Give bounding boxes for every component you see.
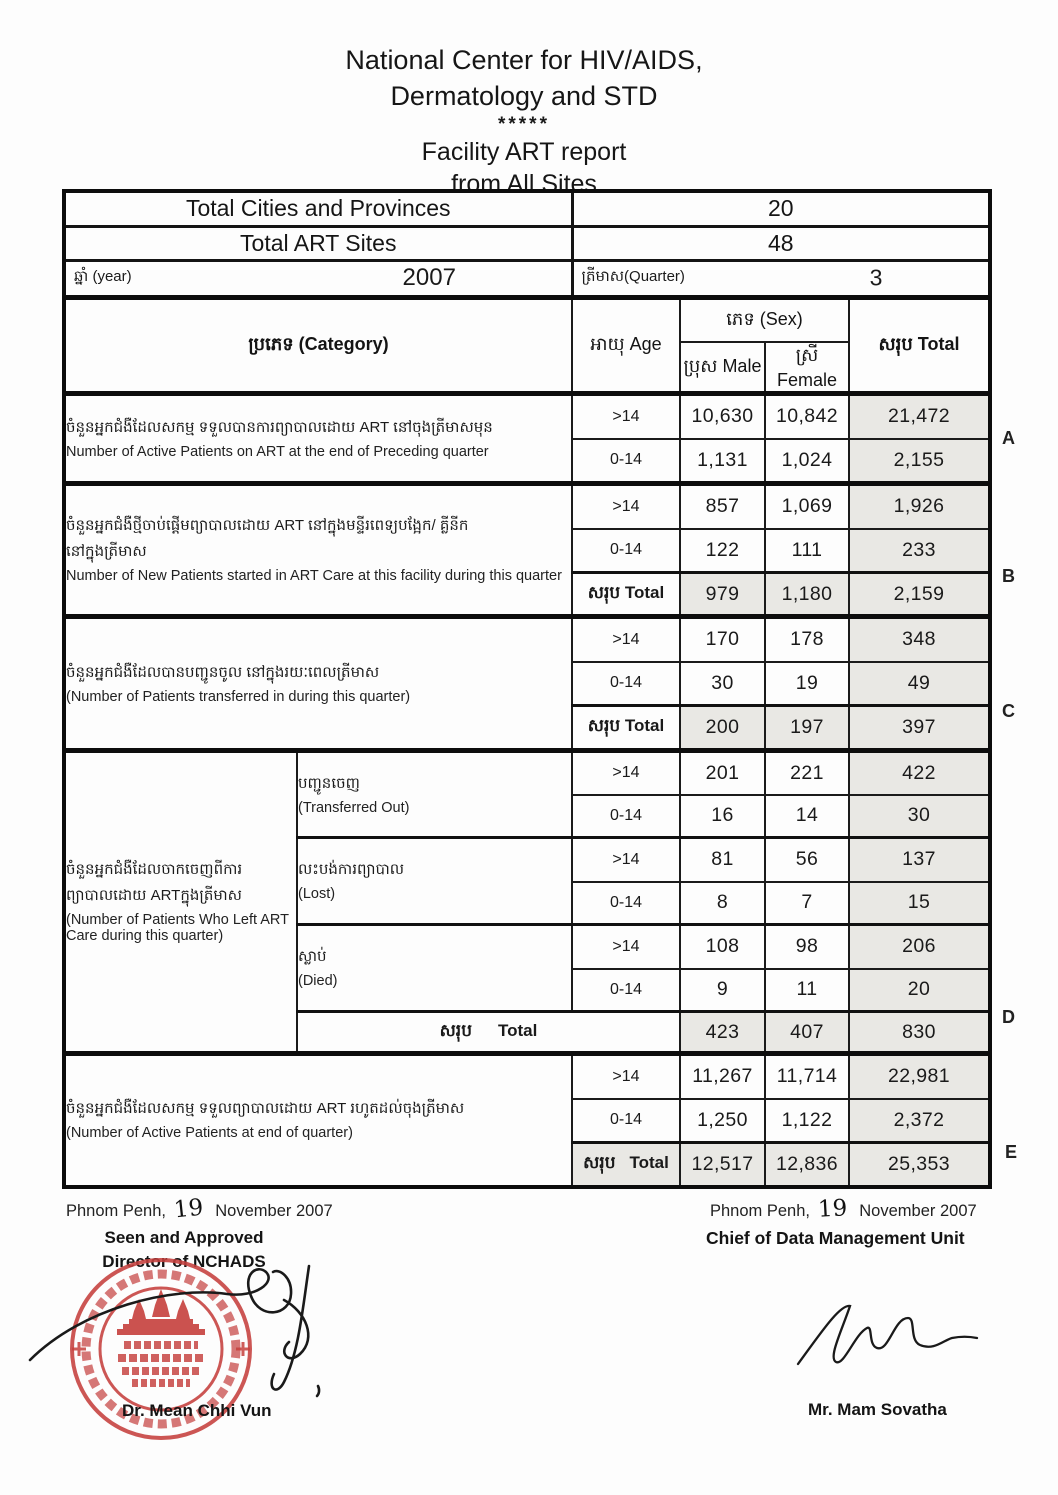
year-value: 2007 (402, 264, 456, 292)
table-row (64, 260, 990, 297)
age-cell: 0-14 (572, 969, 680, 1012)
male-value-cell: 11,267 (680, 1054, 765, 1099)
director-signature (22, 1258, 332, 1408)
approval-line1: Seen and Approved (104, 1228, 264, 1247)
table-row (64, 617, 990, 662)
age-cell: 0-14 (572, 439, 680, 484)
female-value-cell: 11,714 (765, 1054, 849, 1099)
female-value-cell: 10,842 (765, 394, 849, 439)
category-khmer: ព្យាបាលដោយ ARTក្នុងត្រីមាស (66, 887, 242, 904)
total-value-cell: 2,155 (849, 439, 990, 484)
table-row (64, 226, 990, 260)
category-khmer: ចំនួនអ្នកជំងឺថ្មីចាប់ផ្តើមព្យាបាលដោយ ART នៅក្នុងមន្ទីរពេទ្យបង្អែក/ គ្លីនីក (66, 517, 469, 534)
age-cell: >14 (572, 394, 680, 439)
age-cell: >14 (572, 925, 680, 969)
handwritten-day: 19 (172, 1194, 205, 1224)
male-value-cell: 1,131 (680, 439, 765, 484)
quarter-value: 3 (869, 264, 883, 291)
director-name: Dr. Mean Chhi Vun (122, 1401, 272, 1420)
header-sex: ភេទ (Sex) (680, 298, 849, 342)
category-cell-a (64, 394, 572, 484)
total-value-cell: 206 (849, 925, 990, 969)
org-name-line1: National Center for HIV/AIDS, (345, 45, 703, 75)
category-cell-e (64, 1054, 572, 1187)
date-line-left (66, 1196, 333, 1222)
table-row (64, 751, 990, 795)
total-label-cell: សរុប Total (572, 573, 680, 617)
art-report-table (62, 296, 992, 1189)
date-line-right (710, 1196, 977, 1222)
female-value-cell: 111 (765, 529, 849, 573)
total-value-cell: 1,926 (849, 484, 990, 529)
male-value-cell: 16 (680, 795, 765, 838)
female-value-cell: 221 (765, 751, 849, 795)
quarter-cell (572, 260, 990, 297)
male-total-cell: 12,517 (680, 1143, 765, 1187)
male-total-cell: 979 (680, 573, 765, 617)
chief-role-title: Chief of Data Management Unit (706, 1228, 965, 1248)
year-label: ឆ្នាំ (year) (74, 268, 132, 286)
age-cell: 0-14 (572, 662, 680, 706)
male-value-cell: 108 (680, 925, 765, 969)
table-header-row (64, 298, 990, 342)
female-total-cell: 197 (765, 706, 849, 751)
female-value-cell: 178 (765, 617, 849, 662)
summary-table (62, 189, 992, 299)
female-value-cell: 1,122 (765, 1099, 849, 1143)
table-row (64, 394, 990, 439)
date-label: November 2007 (215, 1202, 333, 1220)
chief-signature (792, 1292, 982, 1377)
female-value-cell: 11 (765, 969, 849, 1012)
age-cell: 0-14 (572, 795, 680, 838)
subcategory-died (297, 925, 572, 1012)
male-total-cell: 423 (680, 1012, 765, 1054)
total-value-cell: 348 (849, 617, 990, 662)
female-value-cell: 98 (765, 925, 849, 969)
male-value-cell: 122 (680, 529, 765, 573)
total-cities-label: Total Cities and Provinces (64, 191, 572, 226)
quarter-label: ត្រីមាស(Quarter) (581, 268, 685, 286)
header-age: អាយុ Age (572, 298, 680, 394)
category-khmer: នៅក្នុងត្រីមាស (66, 543, 147, 560)
male-value-cell: 10,630 (680, 394, 765, 439)
subcategory-english: (Died) (298, 973, 338, 989)
total-art-sites-label: Total ART Sites (64, 226, 572, 260)
table-row (64, 484, 990, 529)
grand-total-cell: 2,159 (849, 573, 990, 617)
total-label-cell: សរុប Total (297, 1012, 680, 1054)
male-value-cell: 170 (680, 617, 765, 662)
category-english: (Number of Patients Who Left ART Care during this quarter) (66, 912, 289, 944)
female-value-cell: 1,024 (765, 439, 849, 484)
report-scope: from All Sites (451, 170, 597, 198)
age-cell: 0-14 (572, 1099, 680, 1143)
total-value-cell: 233 (849, 529, 990, 573)
header-total: សរុប Total (849, 298, 990, 394)
place-label: Phnom Penh, (66, 1202, 166, 1220)
category-english: (Number of Patients transferred in during this quarter) (66, 688, 411, 705)
total-value-cell: 30 (849, 795, 990, 838)
date-label: November 2007 (859, 1202, 977, 1220)
total-label-cell: សរុប Total (572, 706, 680, 751)
subcategory-transferred-out (297, 751, 572, 838)
male-value-cell: 857 (680, 484, 765, 529)
total-cities-value: 20 (572, 191, 990, 226)
block-marker-e: E (1005, 1142, 1018, 1162)
age-cell: >14 (572, 751, 680, 795)
table-row (64, 1054, 990, 1099)
chief-name: Mr. Mam Sovatha (808, 1400, 947, 1419)
age-cell: >14 (572, 838, 680, 882)
male-value-cell: 81 (680, 838, 765, 882)
male-value-cell: 9 (680, 969, 765, 1012)
age-cell: >14 (572, 1054, 680, 1099)
male-total-cell: 200 (680, 706, 765, 751)
female-value-cell: 7 (765, 882, 849, 925)
grand-total-cell: 397 (849, 706, 990, 751)
report-title (0, 42, 1048, 200)
female-total-cell: 407 (765, 1012, 849, 1054)
category-khmer: ចំនួនអ្នកជំងឺដែលចាកចេញពីការ (66, 861, 243, 878)
male-value-cell: 30 (680, 662, 765, 706)
year-cell (64, 260, 572, 297)
category-khmer: ចំនួនអ្នកជំងឺដែលសកម្ម ទទួលបានការព្យាបាលដោយ ART នៅចុងត្រីមាសមុន (66, 418, 493, 436)
grand-total-cell: 25,353 (849, 1143, 990, 1187)
category-cell-d (64, 751, 297, 1054)
male-value-cell: 8 (680, 882, 765, 925)
total-value-cell: 20 (849, 969, 990, 1012)
male-value-cell: 1,250 (680, 1099, 765, 1143)
category-cell-c (64, 617, 572, 751)
total-value-cell: 15 (849, 882, 990, 925)
block-marker-c: C (1002, 701, 1015, 721)
handwritten-day: 19 (817, 1195, 848, 1223)
star-divider: ***** (498, 114, 550, 135)
category-khmer: ចំនួនអ្នកជំងឺដែលបានបញ្ជូនចូល នៅក្នុងរយៈពេលត្រីមាស (66, 663, 380, 681)
subcategory-khmer: បញ្ជូនចេញ (298, 774, 360, 792)
total-label-cell: សរុប Total (572, 1143, 680, 1187)
subcategory-english: (Transferred Out) (298, 799, 410, 816)
female-total-cell: 1,180 (765, 573, 849, 617)
age-cell: 0-14 (572, 529, 680, 573)
age-cell: >14 (572, 617, 680, 662)
category-khmer: ចំនួនអ្នកជំងឺដែលសកម្ម ទទួលព្យាបាលដោយ ART រហូតដល់ចុងត្រីមាស (66, 1100, 465, 1118)
category-english: (Number of Active Patients at end of quarter) (66, 1125, 353, 1142)
block-marker-d: D (1002, 1007, 1015, 1027)
age-cell: 0-14 (572, 882, 680, 925)
org-name-line2: Dermatology and STD (390, 81, 658, 111)
female-value-cell: 14 (765, 795, 849, 838)
subcategory-lost (297, 838, 572, 925)
female-value-cell: 19 (765, 662, 849, 706)
header-category: ប្រភេទ (Category) (64, 298, 572, 394)
block-marker-b: B (1002, 566, 1015, 586)
total-value-cell: 422 (849, 751, 990, 795)
subcategory-english: (Lost) (298, 886, 336, 902)
male-value-cell: 201 (680, 751, 765, 795)
total-art-sites-value: 48 (572, 226, 990, 260)
total-value-cell: 49 (849, 662, 990, 706)
category-cell-b (64, 484, 572, 617)
age-cell: >14 (572, 484, 680, 529)
total-value-cell: 22,981 (849, 1054, 990, 1099)
female-value-cell: 56 (765, 838, 849, 882)
total-value-cell: 2,372 (849, 1099, 990, 1143)
table-row (64, 191, 990, 226)
female-value-cell: 1,069 (765, 484, 849, 529)
total-value-cell: 21,472 (849, 394, 990, 439)
place-label: Phnom Penh, (710, 1202, 810, 1220)
grand-total-cell: 830 (849, 1012, 990, 1054)
header-female: ស្រី Female (765, 342, 849, 394)
subcategory-khmer: លះបង់ការព្យាបាល (298, 861, 405, 878)
report-name: Facility ART report (421, 138, 627, 166)
header-male: ប្រុស Male (680, 342, 765, 394)
total-value-cell: 137 (849, 838, 990, 882)
category-english: Number of New Patients started in ART Care at this facility during this quarter (66, 568, 562, 584)
category-english: Number of Active Patients on ART at the end of Preceding quarter (66, 443, 489, 460)
female-total-cell: 12,836 (765, 1143, 849, 1187)
subcategory-khmer: ស្លាប់ (298, 948, 327, 965)
approval-line2: Director of NCHADS (102, 1252, 266, 1271)
block-marker-a: A (1002, 428, 1015, 448)
